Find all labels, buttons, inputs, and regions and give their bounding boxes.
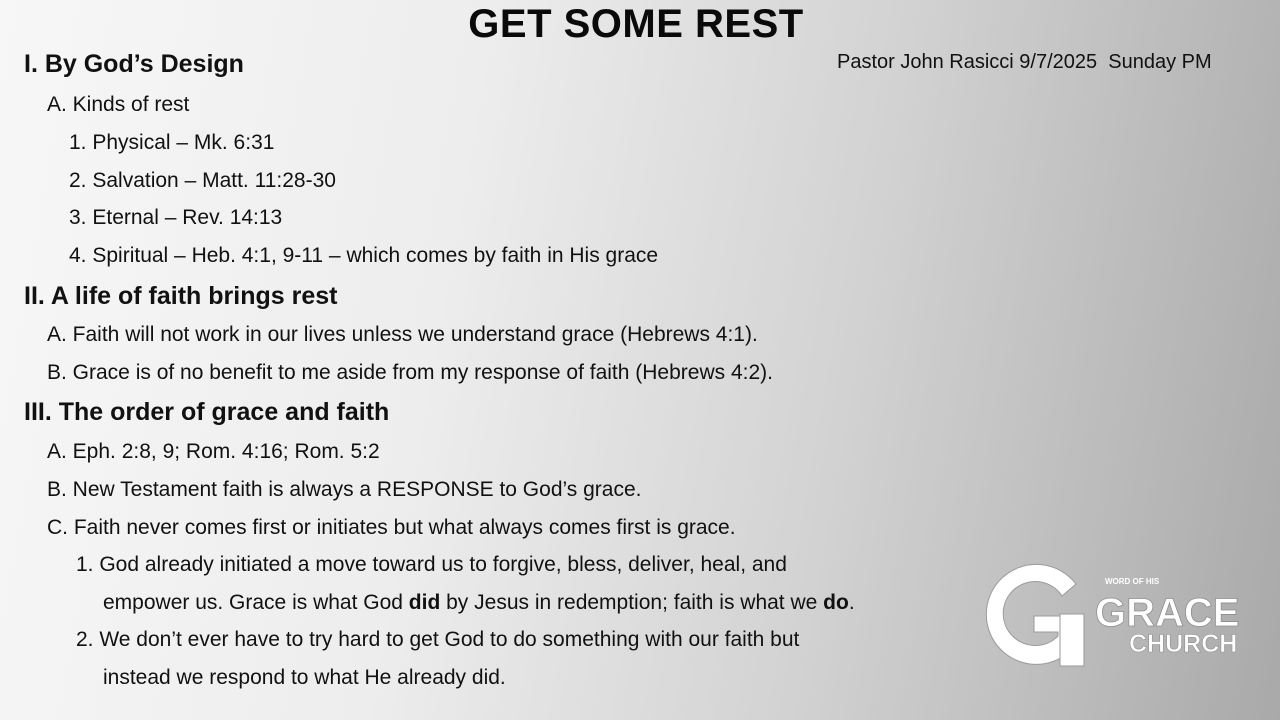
section-1-subpoint-1: 1. Physical – Mk. 6:31 bbox=[69, 131, 275, 154]
section-3-subpoint-2-line2: instead we respond to what He already did. bbox=[103, 666, 506, 689]
section-1-heading: I. By God’s Design bbox=[24, 50, 244, 78]
section-2-point-a: A. Faith will not work in our lives unless we understand grace (Hebrews 4:1). bbox=[47, 323, 758, 346]
text-segment: . bbox=[848, 591, 855, 614]
section-3-heading: III. The order of grace and faith bbox=[24, 398, 390, 426]
section-3-point-a: A. Eph. 2:8, 9; Rom. 4:16; Rom. 5:2 bbox=[47, 440, 380, 463]
section-2-point-b: B. Grace is of no benefit to me aside from my response of faith (Hebrews 4:2). bbox=[47, 361, 773, 384]
section-3-subpoint-1-line2 bbox=[103, 591, 855, 615]
emphasis-do: do bbox=[823, 591, 849, 614]
section-1-subpoint-2: 2. Salvation – Matt. 11:28-30 bbox=[69, 169, 336, 192]
emphasis-did: did bbox=[408, 591, 441, 614]
text-segment: empower us. Grace is what God bbox=[103, 591, 409, 614]
section-3-subpoint-1-line1: 1. God already initiated a move toward us to forgive, bless, deliver, heal, and bbox=[76, 553, 787, 576]
logo-word-grace: GRACE bbox=[1095, 591, 1240, 635]
logo-word-church: CHURCH bbox=[1129, 630, 1238, 658]
grace-church-logo bbox=[978, 560, 1248, 672]
g-letter-mark-icon bbox=[986, 564, 1084, 666]
section-3-point-c: C. Faith never comes first or initiates but what always comes first is grace. bbox=[47, 516, 736, 539]
section-3-subpoint-2-line1: 2. We don’t ever have to try hard to get God to do something with our faith but bbox=[76, 628, 800, 651]
logo-tagline: WORD OF HIS bbox=[1105, 577, 1160, 586]
section-3-point-b: B. New Testament faith is always a RESPONSE to God’s grace. bbox=[47, 478, 642, 501]
sermon-byline: Pastor John Rasicci 9/7/2025 Sunday PM bbox=[837, 51, 1212, 73]
slide-title: GET SOME REST bbox=[468, 2, 804, 46]
section-1-subpoint-4: 4. Spiritual – Heb. 4:1, 9-11 – which comes by faith in His grace bbox=[69, 244, 659, 267]
section-2-heading: II. A life of faith brings rest bbox=[24, 282, 338, 310]
text-segment: by Jesus in redemption; faith is what we bbox=[440, 591, 824, 614]
section-1-subpoint-3: 3. Eternal – Rev. 14:13 bbox=[69, 206, 283, 229]
section-1-point-a: A. Kinds of rest bbox=[47, 93, 190, 116]
